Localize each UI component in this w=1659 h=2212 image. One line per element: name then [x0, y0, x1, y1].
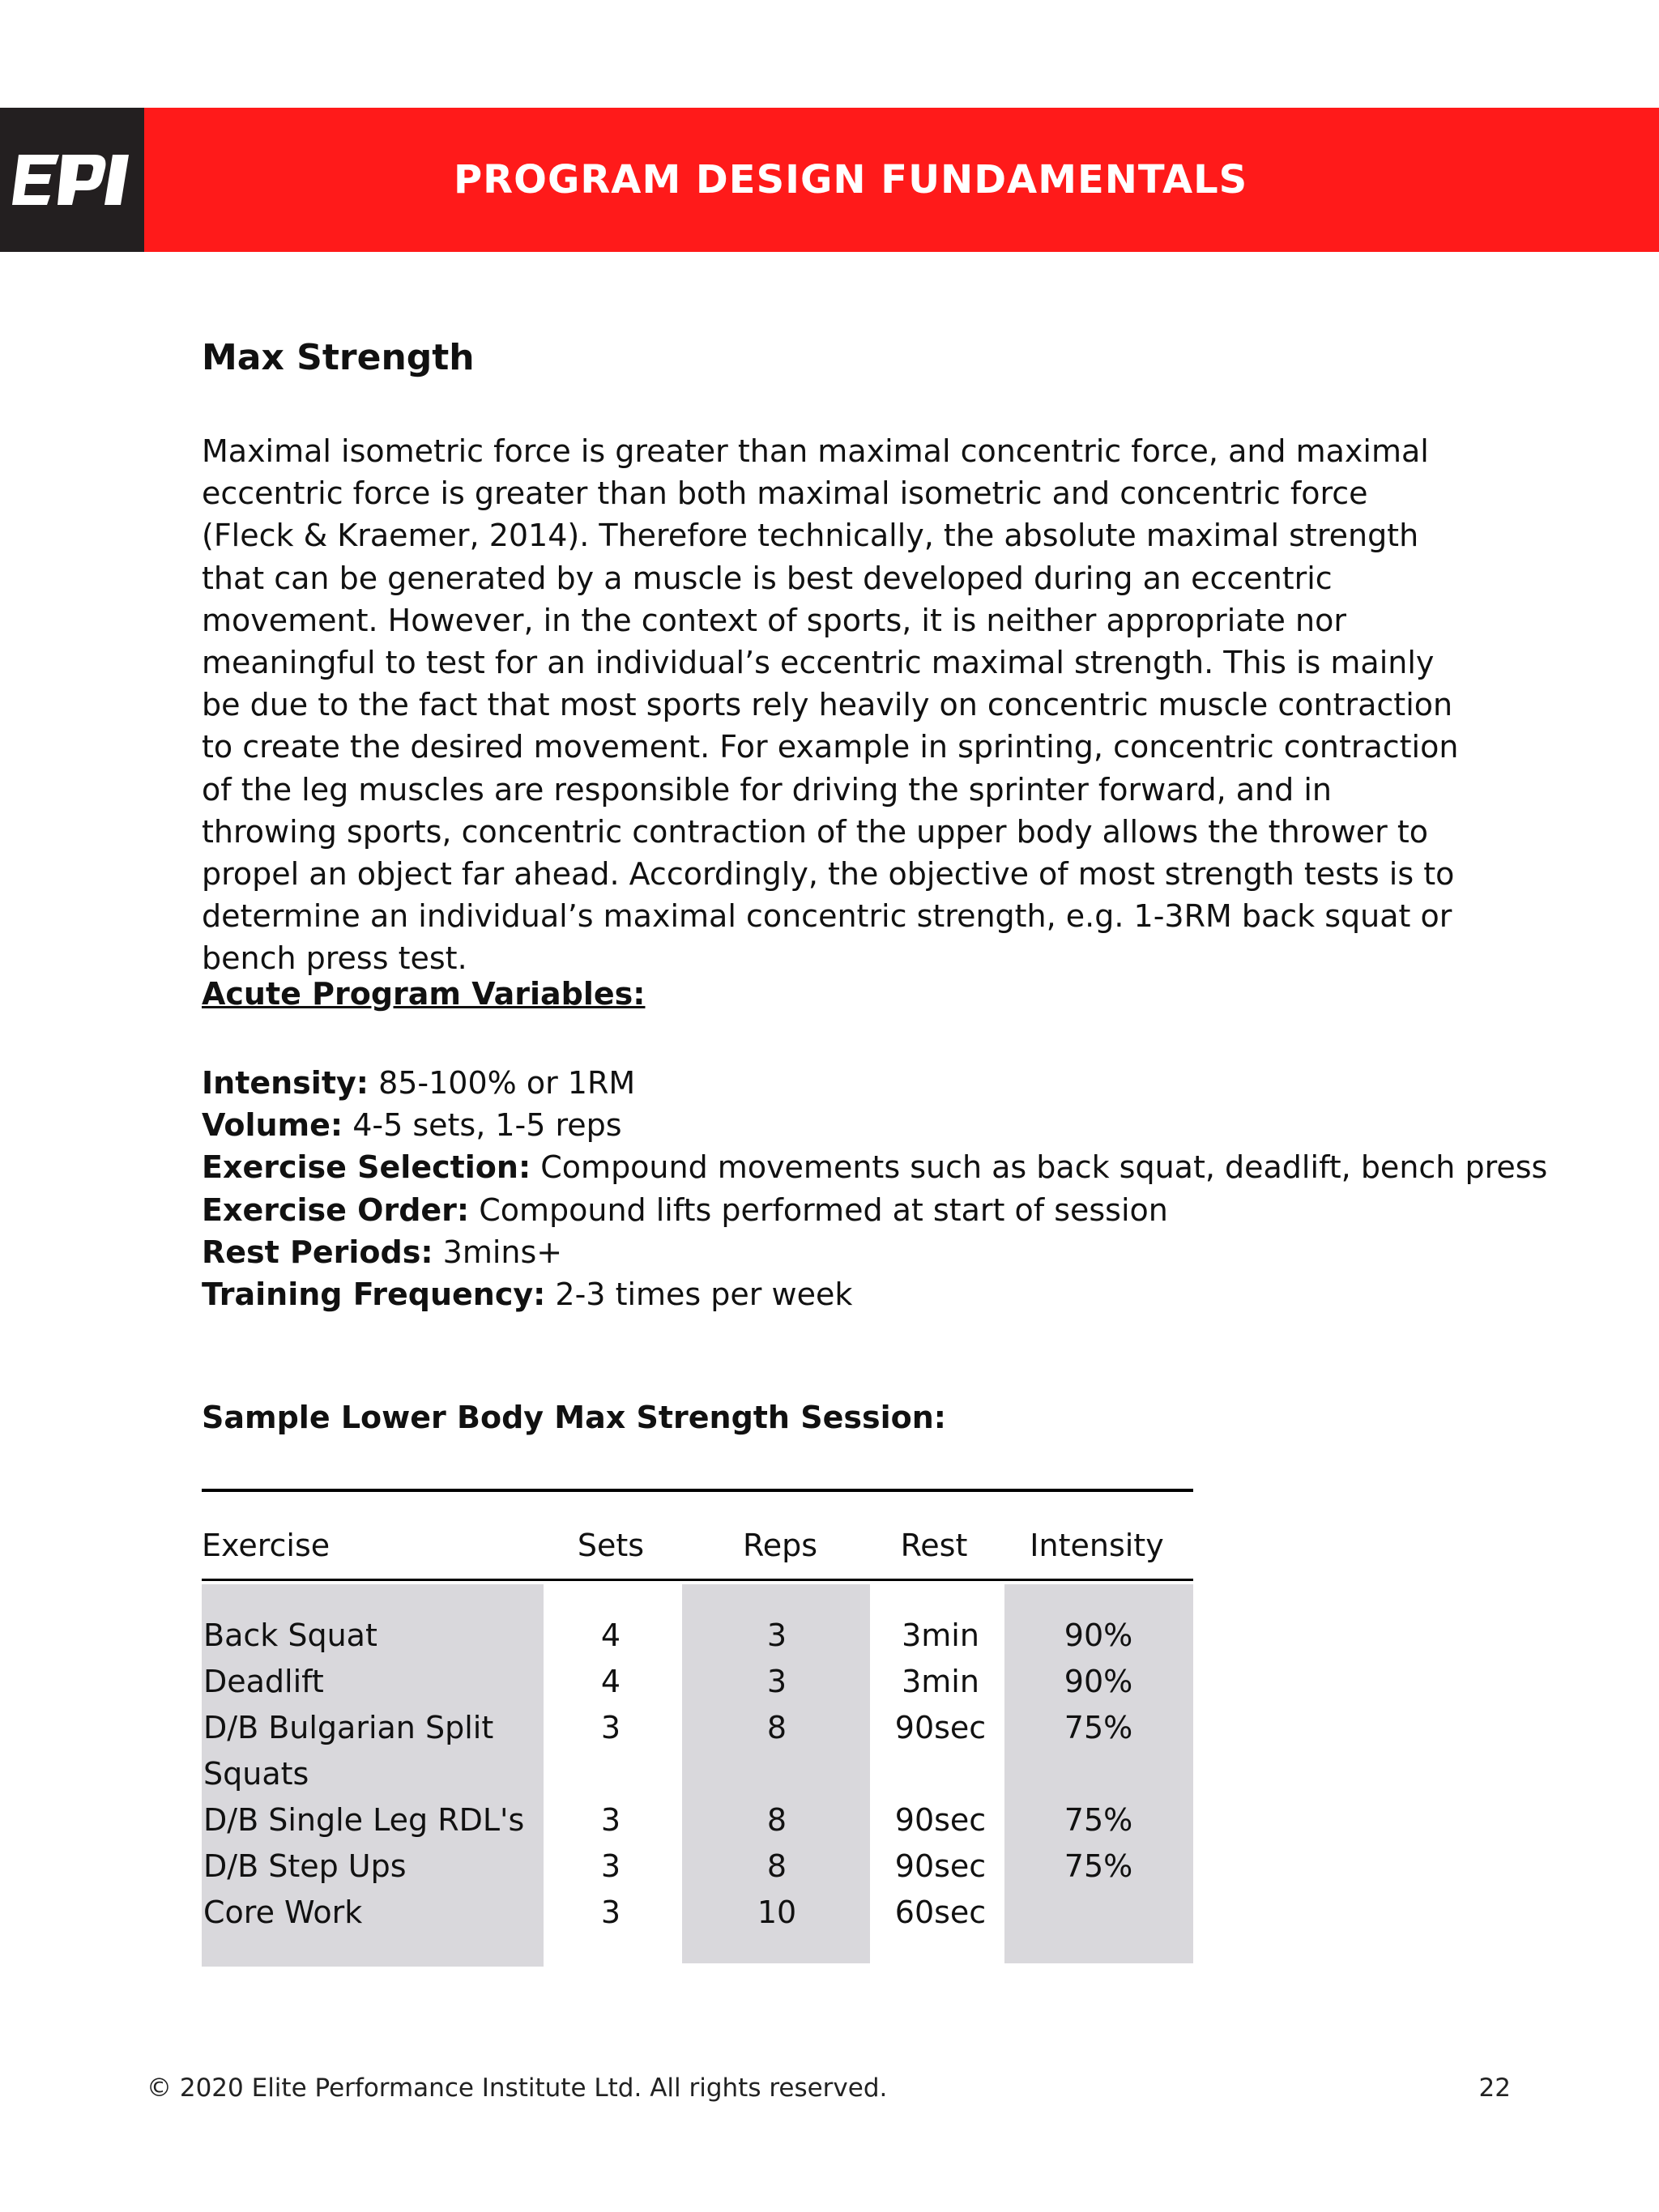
cell-intensity: 75% — [1064, 1848, 1133, 1884]
variable-exercise-order — [202, 1189, 1547, 1231]
cell-rest: 90sec — [894, 1848, 987, 1884]
cell-reps: 3 — [766, 1664, 787, 1699]
cell-sets: 3 — [600, 1710, 621, 1745]
cell-exercise-continued: Squats — [203, 1756, 309, 1792]
cell-reps: 10 — [757, 1894, 797, 1930]
header-sets: Sets — [577, 1528, 645, 1563]
section-title: Max Strength — [202, 337, 475, 378]
epi-logo-icon — [11, 153, 134, 207]
cell-intensity: 75% — [1064, 1710, 1133, 1745]
header-banner — [0, 108, 1659, 252]
variable-value: Compound lifts performed at start of session — [479, 1191, 1168, 1228]
cell-sets: 3 — [600, 1894, 621, 1930]
variable-exercise-selection — [202, 1146, 1547, 1188]
variable-value: 4-5 sets, 1-5 reps — [352, 1107, 622, 1144]
cell-reps: 8 — [766, 1802, 787, 1838]
body-paragraph: Maximal isometric force is greater than maximal concentric force, and maximal eccentric force is greater than both maximal isometric and concentric force (Fleck & Kraemer, 2014). Therefore technically, the absolute maximal strength that can be generated by a muscle is best developed during an eccentric movement. However, in the context of sports, it is neither appropriate nor meaningful to test for an individual’s eccentric maximal strength. This is mainly be due to the fact that most sports rely heavily on concentric muscle contraction to create the desired movement. For example in sprinting, concentric contraction of the leg muscles are responsible for driving the sprinter forward, and in throwing sports, concentric contraction of the upper body allows the thrower to propel an object far ahead. Accordingly, the objective of most strength tests is to determine an individual’s maximal concentric strength, e.g. 1-3RM back squat or bench press test. — [202, 433, 1459, 977]
header-intensity: Intensity — [1030, 1528, 1164, 1563]
variable-value: Compound movements such as back squat, deadlift, bench press — [540, 1149, 1548, 1186]
session-table — [202, 1489, 1193, 1967]
cell-exercise: D/B Step Ups — [203, 1848, 407, 1884]
table-header-rule — [202, 1579, 1193, 1581]
cell-rest: 90sec — [894, 1710, 987, 1745]
variable-label: Volume: — [202, 1107, 343, 1144]
variable-label: Rest Periods: — [202, 1234, 433, 1270]
cell-sets: 3 — [600, 1848, 621, 1884]
variable-value: 2-3 times per week — [555, 1276, 853, 1313]
page-number: 22 — [1478, 2073, 1511, 2103]
cell-intensity: 75% — [1064, 1802, 1133, 1838]
cell-rest: 60sec — [894, 1894, 987, 1930]
variables-heading: Acute Program Variables: — [202, 976, 646, 1012]
cell-sets: 3 — [600, 1802, 621, 1838]
cell-exercise: Deadlift — [203, 1664, 324, 1699]
document-title: PROGRAM DESIGN FUNDAMENTALS — [454, 157, 1248, 202]
variable-value: 85-100% or 1RM — [378, 1065, 636, 1101]
banner-title-bar — [144, 108, 1659, 252]
variable-label: Intensity: — [202, 1065, 369, 1101]
header-rest: Rest — [900, 1528, 968, 1563]
variable-label: Exercise Order: — [202, 1191, 470, 1228]
cell-reps: 8 — [766, 1710, 787, 1745]
variable-intensity — [202, 1062, 1547, 1104]
cell-sets: 4 — [600, 1664, 621, 1699]
cell-intensity: 90% — [1064, 1617, 1133, 1653]
variable-label: Exercise Selection: — [202, 1149, 531, 1186]
variable-training-frequency — [202, 1273, 1547, 1315]
variable-value: 3mins+ — [442, 1234, 563, 1270]
cell-exercise: Back Squat — [203, 1617, 377, 1653]
table-top-rule — [202, 1489, 1193, 1492]
footer-copyright: © 2020 Elite Performance Institute Ltd. All rights reserved. — [147, 2073, 888, 2103]
cell-exercise: D/B Bulgarian Split — [203, 1710, 494, 1745]
cell-intensity: 90% — [1064, 1664, 1133, 1699]
cell-rest: 3min — [902, 1617, 979, 1653]
cell-sets: 4 — [600, 1617, 621, 1653]
variables-list — [202, 1062, 1547, 1315]
cell-exercise: D/B Single Leg RDL's — [203, 1802, 525, 1838]
cell-rest: 90sec — [894, 1802, 987, 1838]
header-exercise: Exercise — [202, 1528, 331, 1563]
variable-rest-periods — [202, 1231, 1547, 1273]
variable-label: Training Frequency: — [202, 1276, 546, 1313]
header-reps: Reps — [743, 1528, 817, 1563]
cell-exercise: Core Work — [203, 1894, 363, 1930]
cell-reps: 3 — [766, 1617, 787, 1653]
session-title: Sample Lower Body Max Strength Session: — [202, 1400, 946, 1435]
variable-volume — [202, 1104, 1547, 1146]
cell-rest: 3min — [902, 1664, 979, 1699]
cell-reps: 8 — [766, 1848, 787, 1884]
epi-logo — [0, 108, 144, 252]
